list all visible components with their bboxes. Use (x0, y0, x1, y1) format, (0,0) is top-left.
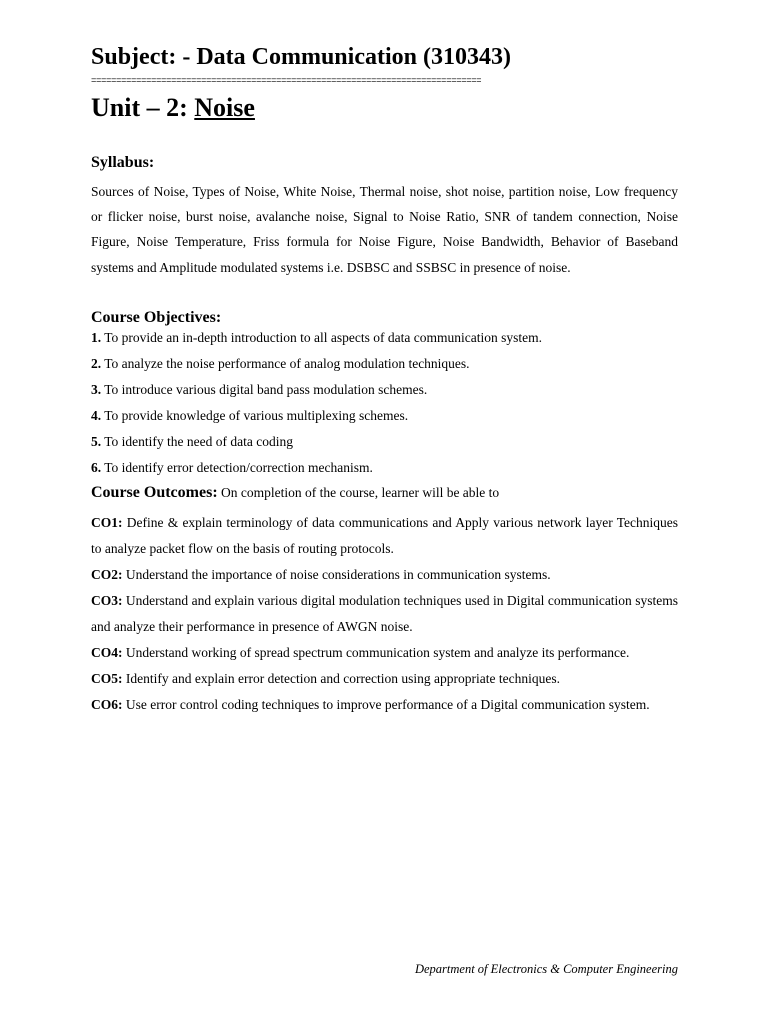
objective-item (91, 325, 678, 351)
objective-number: 5. (91, 434, 102, 449)
separator-line: ============================================================================== (91, 76, 482, 86)
objective-number: 4. (91, 408, 102, 423)
objectives-heading: Course Objectives: (91, 309, 222, 326)
outcome-item (91, 510, 678, 562)
objective-text: To provide an in-depth introduction to all aspects of data communication system. (101, 330, 542, 345)
outcome-code: CO3: (91, 593, 123, 608)
outcome-code: CO5: (91, 671, 123, 686)
outcome-text: Identify and explain error detection and correction using appropriate techniques. (122, 671, 560, 686)
outcome-text: Understand and explain various digital modulation techniques used in Digital communication systems and analyze their performance in presence of AWGN noise. (91, 593, 678, 634)
objective-number: 6. (91, 460, 102, 475)
outcome-text: Use error control coding techniques to improve performance of a Digital communication system. (122, 697, 650, 712)
outcome-text: Understand the importance of noise considerations in communication systems. (122, 567, 551, 582)
footer-department: Department of Electronics & Computer Engineering (414, 962, 678, 976)
outcome-text: Define & explain terminology of data communications and Apply various network layer Techniques to analyze packet flow on the basis of routing protocols. (91, 515, 678, 556)
subject-title: Subject: - Data Communication (310343) (91, 44, 511, 70)
objective-text: To provide knowledge of various multiplexing schemes. (101, 408, 409, 423)
syllabus-heading: Syllabus: (91, 154, 155, 171)
objective-number: 3. (91, 382, 102, 397)
outcome-item (91, 588, 678, 640)
objective-item (91, 351, 678, 377)
outcome-item (91, 640, 678, 666)
objective-item (91, 455, 678, 481)
objective-item (91, 403, 678, 429)
unit-title (91, 93, 255, 123)
objective-item (91, 377, 678, 403)
unit-name: Noise (194, 93, 255, 122)
outcomes-list (91, 510, 678, 718)
outcomes-header (91, 484, 499, 502)
outcomes-intro: On completion of the course, learner will be able to (217, 485, 500, 500)
outcome-code: CO6: (91, 697, 123, 712)
outcome-code: CO2: (91, 567, 123, 582)
outcomes-heading: Course Outcomes: (91, 484, 218, 501)
outcome-code: CO1: (91, 515, 123, 530)
objective-text: To identify error detection/correction mechanism. (101, 460, 373, 475)
objective-text: To identify the need of data coding (101, 434, 293, 449)
outcome-item (91, 692, 678, 718)
objective-text: To introduce various digital band pass modulation schemes. (101, 382, 428, 397)
syllabus-text: Sources of Noise, Types of Noise, White Noise, Thermal noise, shot noise, partition noise, Low frequency or flicker noise, burst noise, avalanche noise, Signal to Noise Ratio, SNR of tandem connection, Noise Figure, Noise Temperature, Friss formula for Noise Figure, Noise Bandwidth, Behavior of Baseband systems and Amplitude modulated systems i.e. DSBSC and SSBSC in presence of noise. (91, 184, 678, 275)
objective-number: 1. (91, 330, 102, 345)
document-page (91, 0, 678, 1024)
outcome-item (91, 666, 678, 692)
unit-prefix: Unit – 2: (91, 93, 195, 122)
outcome-item (91, 562, 678, 588)
objective-number: 2. (91, 356, 102, 371)
objective-text: To analyze the noise performance of analog modulation techniques. (101, 356, 470, 371)
outcome-code: CO4: (91, 645, 123, 660)
objectives-list (91, 325, 678, 481)
outcome-text: Understand working of spread spectrum communication system and analyze its performance. (122, 645, 630, 660)
objective-item (91, 429, 678, 455)
